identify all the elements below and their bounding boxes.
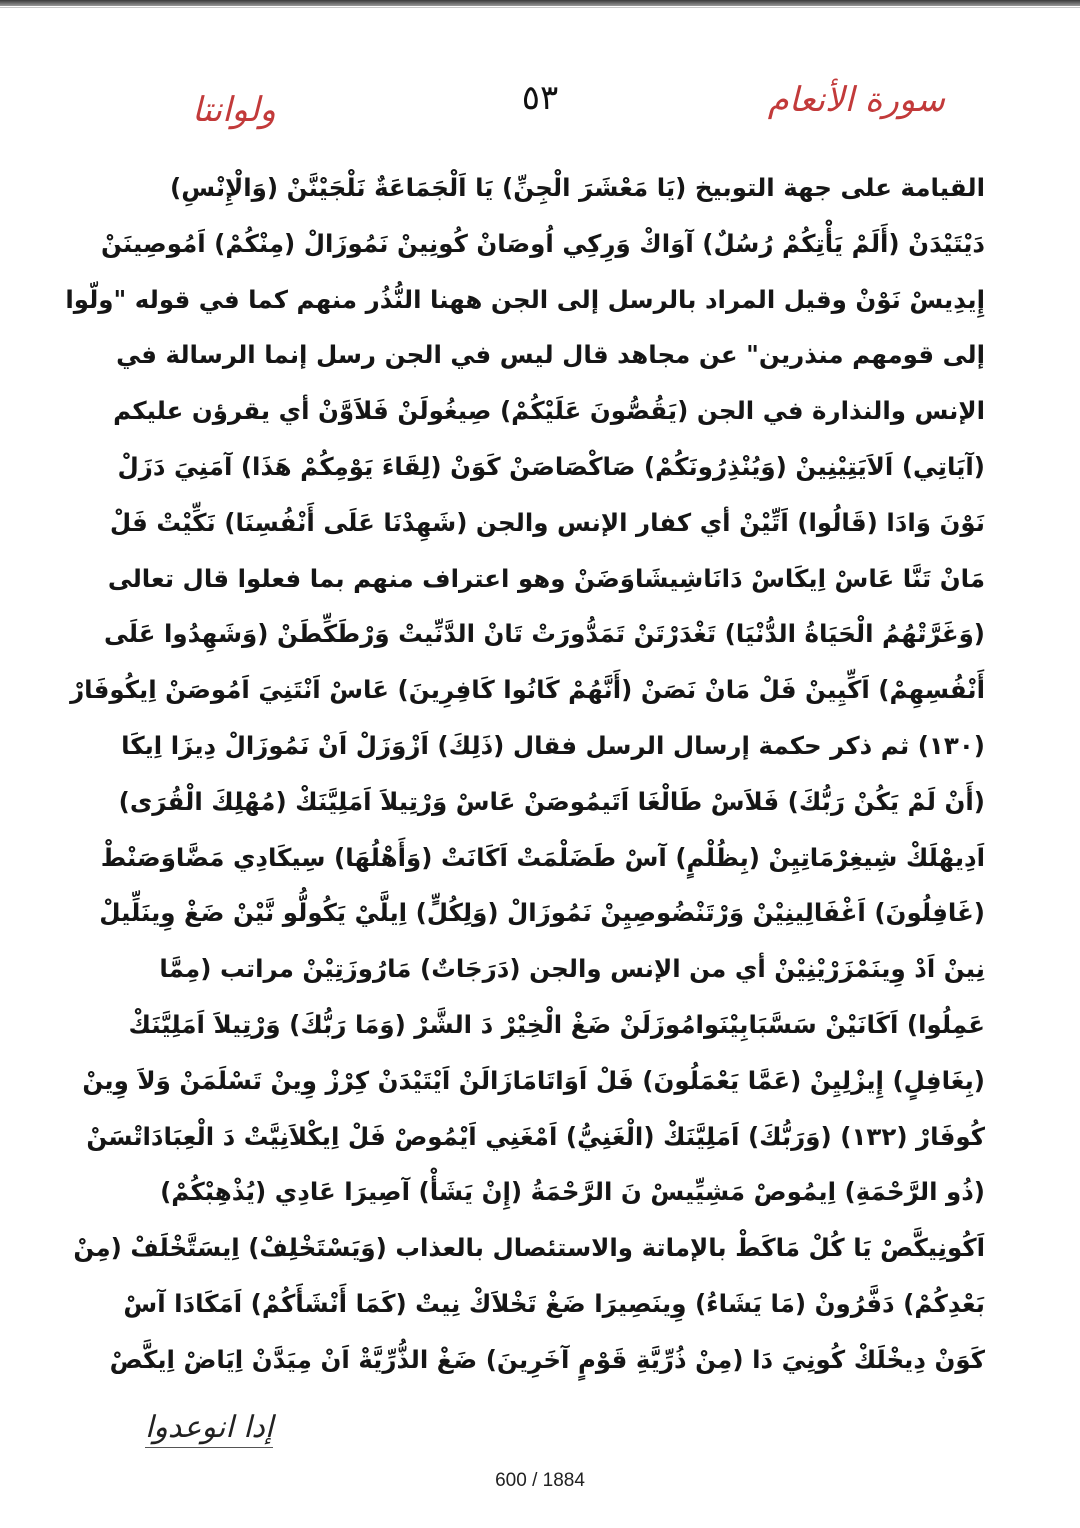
page-indicator: 600 / 1884: [495, 1470, 585, 1491]
margin-note: ولوانتا: [192, 90, 276, 130]
text-line: (آيَاتِي) اَلاَيَتِيْنِينْ (وَيُنْذِرُونَكُمْ) صَاكْصَاصَنْ كَوَنْ (لِقَاءَ يَوْمِكُمْ هَذَا) آمَنِيَ دَزَلْ: [117, 451, 985, 481]
text-line: إِيدِيسْ نَوْنْ وقيل المراد بالرسل إلى الجن ههنا النُّذُر منهم كما في قوله "ولّوا: [65, 284, 985, 314]
text-line: الإنس والنذارة في الجن (يَقُصُّونَ عَلَيْكُمْ) صِيغُولَنْ فَلاَوَّنْ أي يقرؤن عليكم: [113, 396, 985, 426]
commentary-text: [65, 160, 985, 1390]
text-line: القيامة على جهة التوبيخ (يَا مَعْشَرَ الْجِنِّ) يَا اَلْجَمَاعَةٌ نَلْجَيْنَّنْ (وَالْإِنْسِ): [170, 173, 985, 202]
surah-title-note: سورة الأنعام: [767, 80, 945, 120]
text-line: (بِغَافِلٍ) إِيزْلِيِنْ (عَمَّا يَعْمَلُونَ) فَلْ اَوَاتَامَازَالَنْ اَيْتَيْدَنْ كِرْزْ وِينْ تَسْلَمَنْ وَلاَ وِينْ: [82, 1065, 985, 1095]
text-line: (غَافِلُونَ) اَغْفَالِينِيْنْ وَرْتَنْضُوصِيِنْ نَمُوزَالْ (وَلِكُلٍّ) اِيلَّيْ يَكُولُّو نَّيْنْ ضَغْ وِينَلِّيلْ: [99, 898, 985, 928]
text-line: اَدِيهْلَكْ شِيغِرْمَاتِيِنْ (بِظُلْمٍ) آسْ طَضَلْمَتْ اَكَانَتْ (وَأَهْلُهَا) سِيكَادِي مَضَّاوَصَنْطْ: [100, 842, 985, 872]
text-line: نِينْ اَدْ وِينَمْزَرْيْنِيْنْ أي من الإنس والجن (دَرَجَاتٌ) مَارُوزَتِيْنْ مراتب (مِمَّا: [159, 954, 985, 984]
text-line: مَانْ تَنَّا عَاسْ اِيكَاسْ دَانَاشِيشَاوَضَنْ وهو اعتراف منهم بما فعلوا قال تعالى: [107, 563, 985, 593]
text-line: (أَنْ لَمْ يَكُنْ رَبُّكَ) فَلاَسْ طَالْغَا اَتَيمُوصَنْ عَاسْ وَرْتِيلاَ اَمَلِيَّنَكْ (مُهْلِكَ الْقُرَى): [118, 786, 985, 816]
text-line: اَكُونِيكَّصْ يَا كُلْ مَاكَطْ بالإماتة والاستئصال بالعذاب (وَيَسْتَخْلِفْ) اِيسَتَّخْلَفْ (مِنْ: [73, 1233, 985, 1263]
page-header: [0, 70, 1080, 140]
page-number: ٥٣: [521, 78, 559, 118]
text-line: أَنْفُسِهِمْ) اَكِّيِينْ فَلْ مَانْ نَصَنْ (أَنَّهُمْ كَانُوا كَافِرِينَ) عَاسْ اَنْتَنِيَ اَمُوصَنْ اِيكُوفَارْ: [70, 675, 985, 705]
text-line: كُوفَارْ (١٣٢) (وَرَبُّكَ) اَمَلِيَّنَكْ (الْغَنِيُّ) اَمْغَنِي اَيْمُوصْ فَلْ اِيكْلاَنِيَّتْ دَ الْعِبَادَاتْسَنْ: [86, 1121, 985, 1151]
scan-top-edge: [0, 0, 1080, 6]
text-line: (ذُو الرَّحْمَةِ) اِيمُوصْ مَشِيِّيسْ نَ الرَّحْمَةُ (إِنْ يَشَأْ) آصِيرَا عَادِي (يُذْهِبْكُمْ): [160, 1177, 985, 1207]
text-line: (١٣٠) ثم ذكر حكمة إرسال الرسل فقال (ذَلِكَ) اَزْوَزَلْ اَنْ نَمُوزَالْ دِيزَا اِيكَا: [121, 730, 985, 760]
text-line: نَوْنَ وَادَا (قَالُوا) اَتِّيْنْ أي كفار الإنس والجن (شَهِدْنَا عَلَى أَنْفُسِنَا) نَكِّيْتْ فَلْ: [109, 507, 985, 537]
text-line: دَيْتَيْدَنْ (أَلَمْ يَأْتِكُمْ رُسُلٌ) آوَاكْ وَرِكِي اُوصَانْ كُونِينْ نَمُوزَالْ (مِنْكُمْ) اَمُوصِينَنْ: [101, 228, 985, 258]
text-line: (وَغَرَّتْهُمُ الْحَيَاةُ الدُّنْيَا) تَغْدَرْتَنْ تَمَدُّورَتْ تَانْ الدَّنِّيتْ وَرْطَكِّطَنْ (وَشَهِدُوا عَلَى: [103, 619, 985, 649]
text-line: بَعْدِكُمْ) دَفَّرُونْ (مَا يَشَاءُ) وِينَصِيرَا ضَغْ تَخْلاَكْ نِيتْ (كَمَا أَنْشَأَكُمْ) اَمَكَادَا آسْ: [123, 1288, 985, 1318]
handwritten-signature: إدا انوعدوا: [145, 1410, 273, 1448]
text-line: كَوَنْ دِيخْلَكْ كُونِيَ دَا (مِنْ ذُرِّيَّةِ قَوْمٍ آخَرِينَ) ضَغْ الذُّرِّيَّةْ اَنْ مِيَدَّنْ اِيَاضْ اِيكَّصْ: [109, 1344, 985, 1374]
text-line: إلى قومهم منذرين" عن مجاهد قال ليس في الجن رسل إنما الرسالة في: [116, 340, 985, 370]
text-line: عَمِلُوا) اَكَانَيْنْ سَسَّبَابِيْنَوامُوزَلَنْ ضَغْ الْخِيْرْ دَ الشَّرْ (وَمَا رَبُّكَ) وَرْتِيلاَ اَمَلِيَّنَكْ: [128, 1009, 985, 1039]
scan-top-edge-line: [0, 7, 1080, 8]
